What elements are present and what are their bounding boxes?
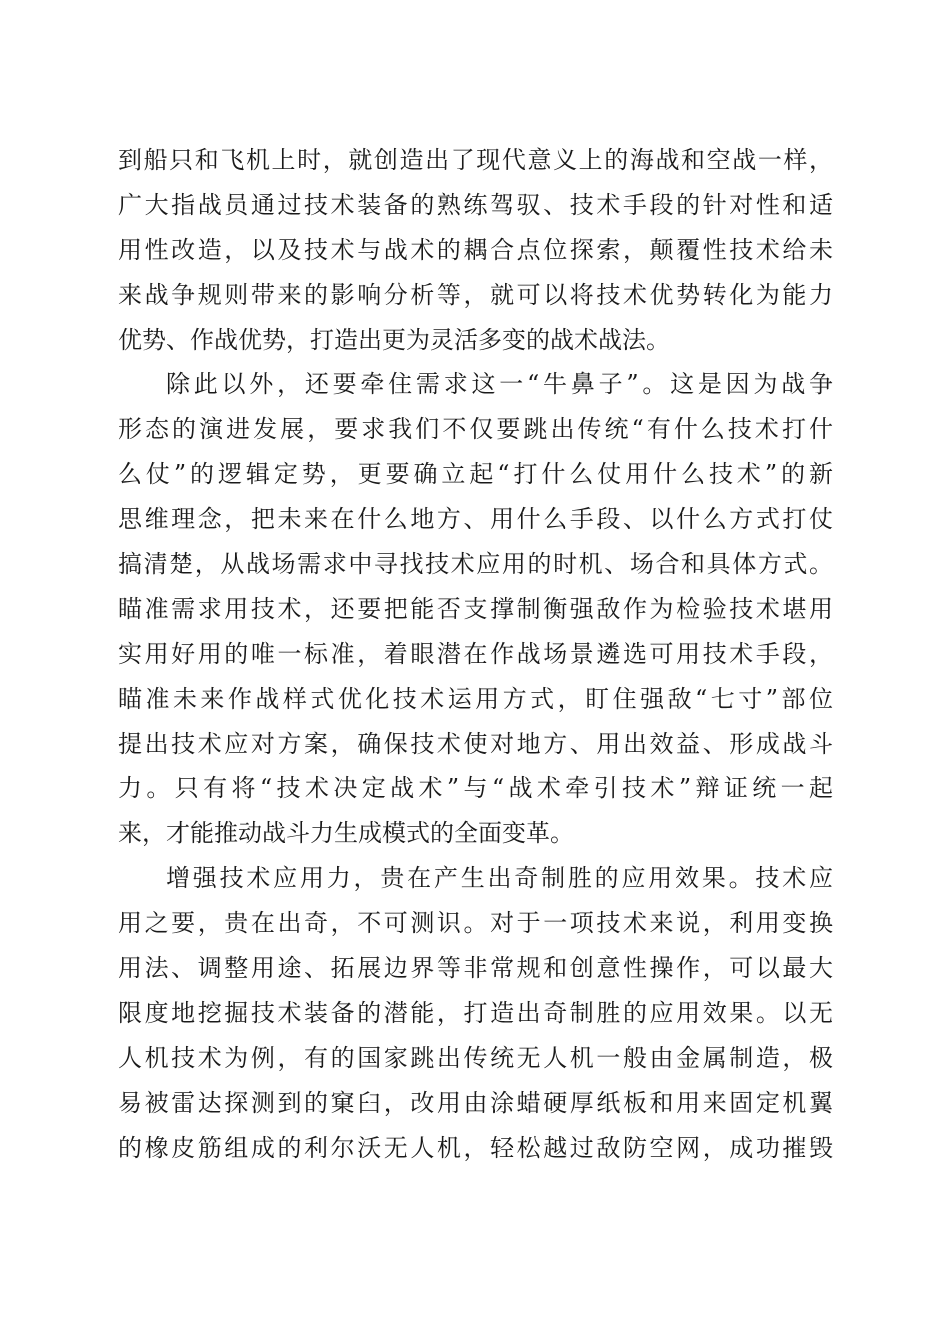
text-line: 瞄准需求用技术，还要把能否支撑制衡强敌作为检验技术堪用 [118, 594, 833, 623]
text-line: 用法、调整用途、拓展边界等非常规和创意性操作，可以最大 [118, 954, 833, 983]
text-line: 提出技术应对方案，确保技术使对地方、用出效益、形成战斗 [118, 729, 833, 758]
text-line: 思维理念，把未来在什么地方、用什么手段、以什么方式打仗 [118, 505, 833, 534]
text-line: 除此以外，还要牵住需求这一“牛鼻子”。这是因为战争 [166, 370, 833, 399]
paragraph-1 [118, 138, 833, 362]
paragraph-2 [118, 362, 833, 856]
text-line: 人机技术为例，有的国家跳出传统无人机一般由金属制造，极 [118, 1043, 833, 1072]
text-line: 力。只有将“技术决定战术”与“战术牵引技术”辩证统一起 [118, 774, 833, 803]
text-line: 来，才能推动战斗力生成模式的全面变革。 [118, 819, 574, 848]
text-line: 用之要，贵在出奇，不可测识。对于一项技术来说，利用变换 [118, 909, 833, 938]
text-line: 广大指战员通过技术装备的熟练驾驭、技术手段的针对性和适 [118, 190, 833, 219]
text-line: 优势、作战优势，打造出更为灵活多变的战术战法。 [118, 325, 670, 354]
body-text [118, 138, 833, 1170]
text-line: 搞清楚，从战场需求中寻找技术应用的时机、场合和具体方式。 [118, 550, 833, 579]
text-line: 限度地挖掘技术装备的潜能，打造出奇制胜的应用效果。以无 [118, 998, 833, 1027]
text-line: 易被雷达探测到的窠臼，改用由涂蜡硬厚纸板和用来固定机翼 [118, 1088, 833, 1117]
text-line: 来战争规则带来的影响分析等，就可以将技术优势转化为能力 [118, 280, 833, 309]
text-line: 形态的演进发展，要求我们不仅要跳出传统“有什么技术打什 [118, 415, 833, 444]
text-line: 增强技术应用力，贵在产生出奇制胜的应用效果。技术应 [166, 864, 833, 893]
text-line: 瞄准未来作战样式优化技术运用方式，盯住强敌“七寸”部位 [118, 684, 833, 713]
text-line: 到船只和飞机上时，就创造出了现代意义上的海战和空战一样， [118, 146, 833, 174]
text-line: 么仗”的逻辑定势，更要确立起“打什么仗用什么技术”的新 [118, 460, 833, 489]
text-line: 用性改造，以及技术与战术的耦合点位探索，颠覆性技术给未 [118, 235, 833, 264]
text-line: 的橡皮筋组成的利尔沃无人机，轻松越过敌防空网，成功摧毁 [118, 1133, 833, 1162]
text-line: 实用好用的唯一标准，着眼潜在作战场景遴选可用技术手段， [118, 639, 833, 668]
paragraph-3 [118, 856, 833, 1170]
